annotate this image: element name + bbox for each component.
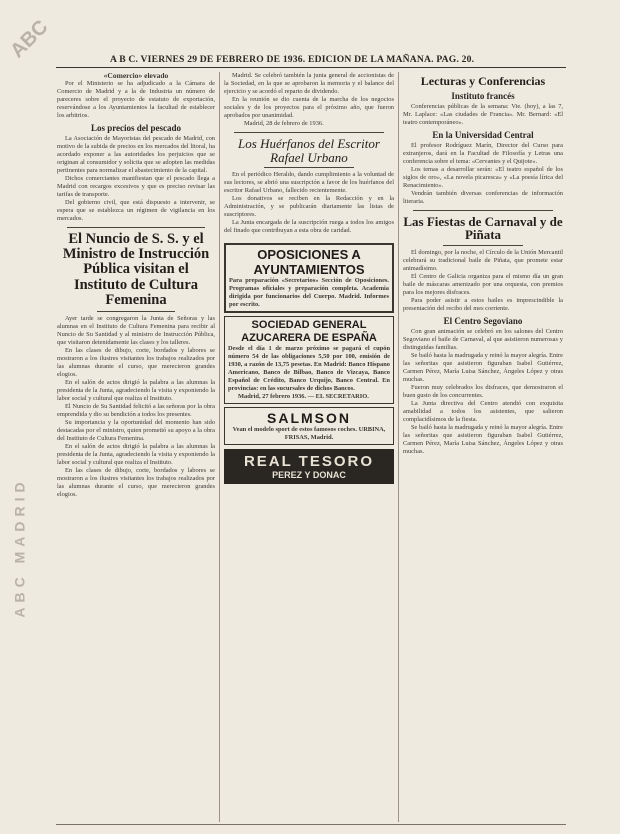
col1-paragraph: En el salón de actos dirigió la palabra a las alumnas la presidenta de la Junta, agradeciendo la visita y exponiendo la labor social y cultural que realiza el Instituto. [57,379,215,403]
ad-real-tesoro-title: REAL TESORO [243,453,375,471]
separator [67,227,205,228]
col3-subheading-universidad: En la Universidad Central [432,129,534,140]
col3-paragraph: Para poder asistir a estos bailes es imprescindible la presentación del recibo del mes corriente. [403,296,563,312]
col1-paragraph: Su importancia y la oportunidad del momento han sido destacadas por el ministro, quien prometió su apoyo a la obra del Instituto de Cultura Femenina. [57,419,215,443]
ad-oposiciones [224,243,394,313]
col1-paragraph: El Nuncio de Su Santidad felicitó a las señoras por la obra emprendida y dio su bendición a todos los presentes. [57,403,215,419]
column-rule [398,72,399,822]
separator [234,132,384,133]
column-1 [57,72,215,822]
separator [443,245,523,246]
separator [264,167,354,168]
ad-azucarera-title: SOCIEDAD GENERAL AZUCARERA DE ESPAÑA [241,319,377,345]
col1-paragraph: Dichos comerciantes manifiestan que el pescado llega a Madrid con recargos excesivos y que es preciso revisar las tarifas de transporte. [57,175,215,198]
masthead: A B C. VIERNES 29 DE FEBRERO DE 1936. EDICION DE LA MAÑANA. PAG. 20. [110,54,475,65]
separator [413,210,553,211]
col2-paragraph: Madrid. Se celebró también la junta general de accionistas de la Sociedad, en la que se aprobaron la memoria y el balance del ejercicio y se acordó el reparto de dividendo. [224,72,394,95]
col1-paragraph: En las clases de dibujo, corte, bordados y labores se mostraron a los ilustres visitantes los trabajos realizados por las alumnas durante el curso, que merecieron grandes elogios. [57,467,215,499]
col3-paragraph: Conferencias públicas de la semana: Vie. (hoy), a las 7, Mr. Laplace: «Las ciudades de Francia». Mr. Bernard: «El teatro contemporáneo». [403,102,563,126]
ad-oposiciones-text: Para preparación «Secretarios» Sección de Oposiciones. Programas oficiales y preparación completa. Academia dirigida por funcionarios del Cuerpo. Madrid. Informes por escrito. [229,277,389,309]
col3-paragraph: Con gran animación se celebró en los salones del Centro Segoviano el baile de Carnaval, al que asistieron numerosas y distinguidas familias. [403,327,563,351]
col3-paragraph: Se bailó hasta la madrugada y reinó la mayor alegría. Entre las señoritas que asistieron figuraban Isabel Gutiérrez, Carmen Pérez, María Luisa Sánchez, Ángeles López y otras muchas. [403,423,563,455]
col3-headline-carnaval: Las Fiestas de Carnaval y de Piñata [403,213,563,243]
col3-paragraph: El Centro de Galicia organiza para el mismo día un gran baile de máscaras amenizado por una orquesta, con premios para los mejores disfraces. [403,272,563,296]
watermark-left-edge: ABC MADRID [11,477,28,618]
col3-paragraph: La Junta directiva del Centro atendió con exquisita amabilidad a todos los asistentes, que salieron complacidísimos de la fiesta. [403,399,563,423]
col1-paragraph: En el salón de actos dirigió la palabra a las alumnas la presidenta de la Junta, agradeciendo la visita y exponiendo la labor social y cultural que realiza el Instituto. [57,443,215,467]
column-rule [219,72,220,822]
col1-headline-nuncio: El Nuncio de S. S. y el Ministro de Instrucción Pública visitan el Instituto de Cultura Femenina [62,231,210,308]
ad-real-tesoro-subtitle: PEREZ Y DONAC [272,470,346,481]
ad-azucarera-text: Desde el día 1 de marzo próximo se pagará el cupón número 54 de las obligaciones 5,50 por 100, emisión de 1930, a razón de 13,75 pesetas. En Madrid: Banco Hispano Americano, Banco de Bilbao, Banco de Vizcaya, Banco Español de Crédito, Banco Urquijo, Banco Central. En provincias: en las sucursales de dichos Bancos. [228,345,390,393]
col3-paragraph: Vendrán también diversas conferencias de información literaria. [403,189,563,205]
ad-oposiciones-title: OPOSICIONES A AYUNTAMIENTOS [253,247,365,278]
ad-salmson-title: SALMSON [267,410,351,427]
col1-heading-fish-prices: Los precios del pescado [90,123,182,133]
col1-paragraph: Por el Ministerio se ha adjudicado a la Cámara de Comercio de Madrid y a la de Industria un número de pareceres sobre el proyecto de estatuto de exportación, reservándose a los Ayuntamientos la facultad de establecer los arbitrios. [57,80,215,119]
col3-paragraph: Fueron muy celebrados los disfraces, que demostraron el buen gusto de los concurrentes. [403,383,563,399]
ad-salmson-text: Vean el modelo sport de estos famosos coches. URBINA, FRISAS, Madrid. [232,426,386,442]
col3-subheading-segoviano: El Centro Segoviano [443,315,523,326]
col3-paragraph: Se bailó hasta la madrugada y reinó la mayor alegría. Entre las señoritas que asistieron figuraban Isabel Gutiérrez, Carmen Pérez, María Luisa Sánchez, Ángeles López y otras muchas. [403,351,563,383]
col1-paragraph: En las clases de dibujo, corte, bordados y labores se mostraron a los ilustres visitantes los trabajos realizados por las alumnas durante el curso, que merecieron grandes elogios. [57,347,215,379]
col2-headline-orphans: Los Huérfanos del Escritor Rafael Urbano [238,136,380,165]
bottom-rule [56,824,566,825]
ad-azucarera-sign: Madrid, 27 febrero 1936. — EL SECRETARIO. [238,393,369,401]
watermark-top-left: ABC [6,16,53,63]
column-3 [403,72,563,822]
ad-azucarera [224,316,394,404]
col2-paragraph: La Junta encargada de la suscripción ruega a todos los amigos del finado que contribuyan a esta obra de caridad. [224,219,394,235]
col2-paragraph: En el periódico Heraldo, dando cumplimiento a la voluntad de sus lectores, se abrió una suscripción a favor de los huérfanos del escritor Rafael Urbano, fallecido recientemente. [224,171,394,195]
ad-real-tesoro [224,449,394,484]
top-rule [56,67,566,68]
ad-salmson [224,407,394,445]
col3-headline-lecturas: Lecturas y Conferencias [420,74,546,88]
col1-paragraph: Ayer tarde se congregaron la Junta de Señoras y las alumnas en el Instituto de Cultura Femenina para recibir al Nuncio de Su Santidad y al ministro de Instrucción Pública, que visitaron detenidamente las clases y los talleres. [57,315,215,347]
col1-note: «Comercio» elevado [103,72,169,80]
col1-paragraph: Del gobierno civil, que está dispuesto a intervenir, se espera que se establezca un régimen de vigilancia en los mercados. [57,199,215,222]
separator [97,311,175,312]
col2-dateline: Madrid, 28 de febrero de 1936. [244,120,324,127]
col3-paragraph: Los temas a desarrollar serán: «El teatro español de los siglos de oro», «La novela picaresca» y «La poesía lírica del Renacimiento». [403,165,563,189]
col3-subheading-instituto: Instituto francés [451,90,515,101]
col2-paragraph: En la reunión se dio cuenta de la marcha de los negocios sociales y de los proyectos para el próximo año, que fueron aprobados por unanimidad. [224,96,394,119]
col3-paragraph: El profesor Rodríguez Marín, Director del Curso para extranjeros, dará en la Facultad de Filosofía y Letras una conferencia sobre el tema: «Cervantes y el Quijote». [403,141,563,165]
col3-paragraph: El domingo, por la noche, el Círculo de la Unión Mercantil celebrará su tradicional baile de Piñata, que promete estar animadísimo. [403,248,563,272]
col2-paragraph: Los donativos se reciben en la Redacción y en la Administración, y se publicarán diariamente las listas de suscriptores. [224,195,394,219]
column-2 [224,72,394,822]
col1-paragraph: La Asociación de Mayoristas del pescado de Madrid, con motivo de la subida de precios en los mercados del litoral, ha acordado exponer a las autoridades los perjuicios que se originan al consumidor y solicita que se adopten las medidas pertinentes para normalizar el abastecimiento de la capital. [57,135,215,174]
